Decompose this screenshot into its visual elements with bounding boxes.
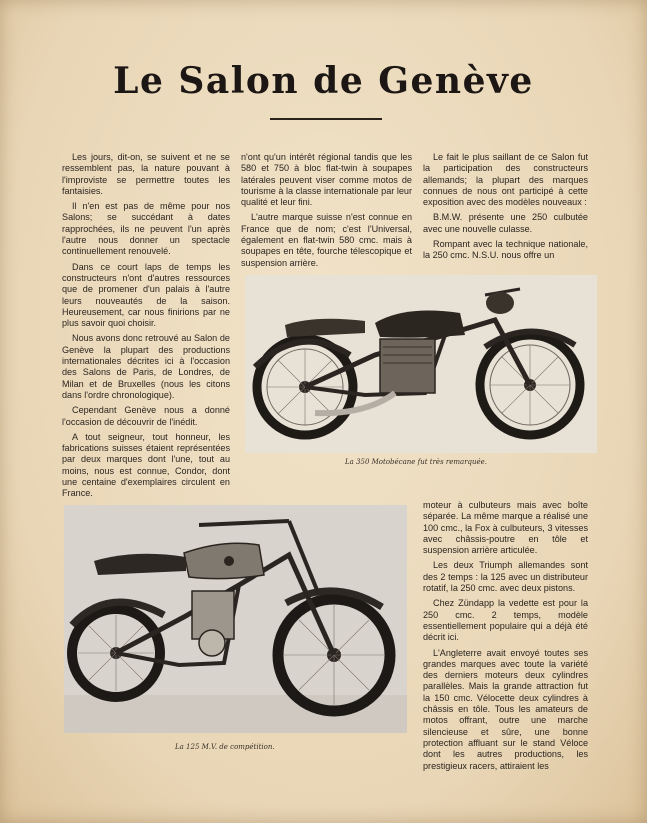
paragraph: A tout seigneur, tout honneur, les fabrications suisses étaient représentées par deux marques dont l'une, tout au moins, nous est connue, Condor, dont une centaine d'exemplaires circulent en France. xyxy=(62,431,230,499)
motorcycle-illustration-2 xyxy=(64,505,407,733)
paragraph: Les deux Triumph allemandes sont des 2 temps : la 125 avec un distributeur rotatif, la 250 cmc. avec deux pistons. xyxy=(423,560,588,594)
photo-caption-1: La 350 Motobécane fut très remarquée. xyxy=(345,458,488,466)
paragraph: L'autre marque suisse n'est connue en France que de nom; c'est l'Universal, également en flat-twin 580 cmc. mais à soupapes en tête, fourche télescopique et suspension arrière. xyxy=(241,212,412,268)
paragraph: Les jours, dit-on, se suivent et ne se ressemblent pas, la nature pouvant à l'improviste se permettre toutes les fantaisies. xyxy=(62,152,230,196)
paragraph: Dans ce court laps de temps les constructeurs n'ont d'autres ressources que de promener d'un palais à l'autre leurs nouveautés de la saison. Heureusement, car nous finirions par ne plus savoir quoi choisir. xyxy=(62,261,230,329)
motorcycle-photo-1 xyxy=(245,275,597,453)
title-rule xyxy=(270,118,382,120)
text-column-2 xyxy=(241,152,412,273)
paragraph: B.M.W. présente une 250 culbutée avec une nouvelle culasse. xyxy=(423,212,588,234)
paragraph: Il n'en est pas de même pour nos Salons; se succédant à dates rapprochées, ils ne peuvent l'un après l'autre nous donner un spectacle continuellement renouvelé. xyxy=(62,201,230,257)
paragraph: Le fait le plus saillant de ce Salon fut la participation des constructeurs allemands; la plupart des marques connues de nous ont participé à cette exposition avec des modèles nouveaux : xyxy=(423,152,588,208)
paragraph: Nous avons donc retrouvé au Salon de Genève la plupart des productions internationales décrites ici à l'occasion des Salons de Paris, de Londres, de Milan et de Bruxelles (nous les citons dans l'ordre chronologique). xyxy=(62,333,230,400)
text-column-1 xyxy=(62,152,230,519)
paragraph: Rompant avec la technique nationale, la 250 cmc. N.S.U. nous offre un xyxy=(423,239,588,261)
paragraph: n'ont qu'un intérêt régional tandis que les 580 et 750 à bloc flat-twin à soupapes latérales peuvent viser comme motos de tourisme à la classe internationale par leur qualité et leur fini. xyxy=(241,152,412,208)
page-title: Le Salon de Genève xyxy=(113,60,534,102)
text-column-3 xyxy=(423,152,588,266)
motorcycle-photo-2 xyxy=(64,505,407,733)
photo-caption-2: La 125 M.V. de compétition. xyxy=(175,743,275,751)
text-column-4 xyxy=(423,500,588,776)
paragraph: Chez Zündapp la vedette est pour la 250 cmc. 2 temps, modèle essentiellement populaire qui a déjà été décrit ici. xyxy=(423,598,588,643)
paragraph: moteur à culbuteurs mais avec boîte séparée. La même marque a réalisé une 100 cmc., la Fox à culbuteurs, 3 vitesses avec châssis-poutre en tôle et suspension arrière articulée. xyxy=(423,500,588,556)
motorcycle-illustration-1 xyxy=(245,275,597,453)
paragraph: Cependant Genève nous a donné l'occasion de découvrir de l'inédit. xyxy=(62,405,230,427)
paragraph: L'Angleterre avait envoyé toutes ses grandes marques avec toute la variété des derniers moteurs deux cylindres parallèles. Mais la grande attraction fut la 150 cmc. Vélocette deux cylindres à châssis en tôle. Tous les amateurs de motos offrant, outre une marche silencieuse et sûre, une bonne protection affluant sur le stand Véloce dont les autres productions, les prestigieux racers, attiraient les xyxy=(423,647,588,771)
